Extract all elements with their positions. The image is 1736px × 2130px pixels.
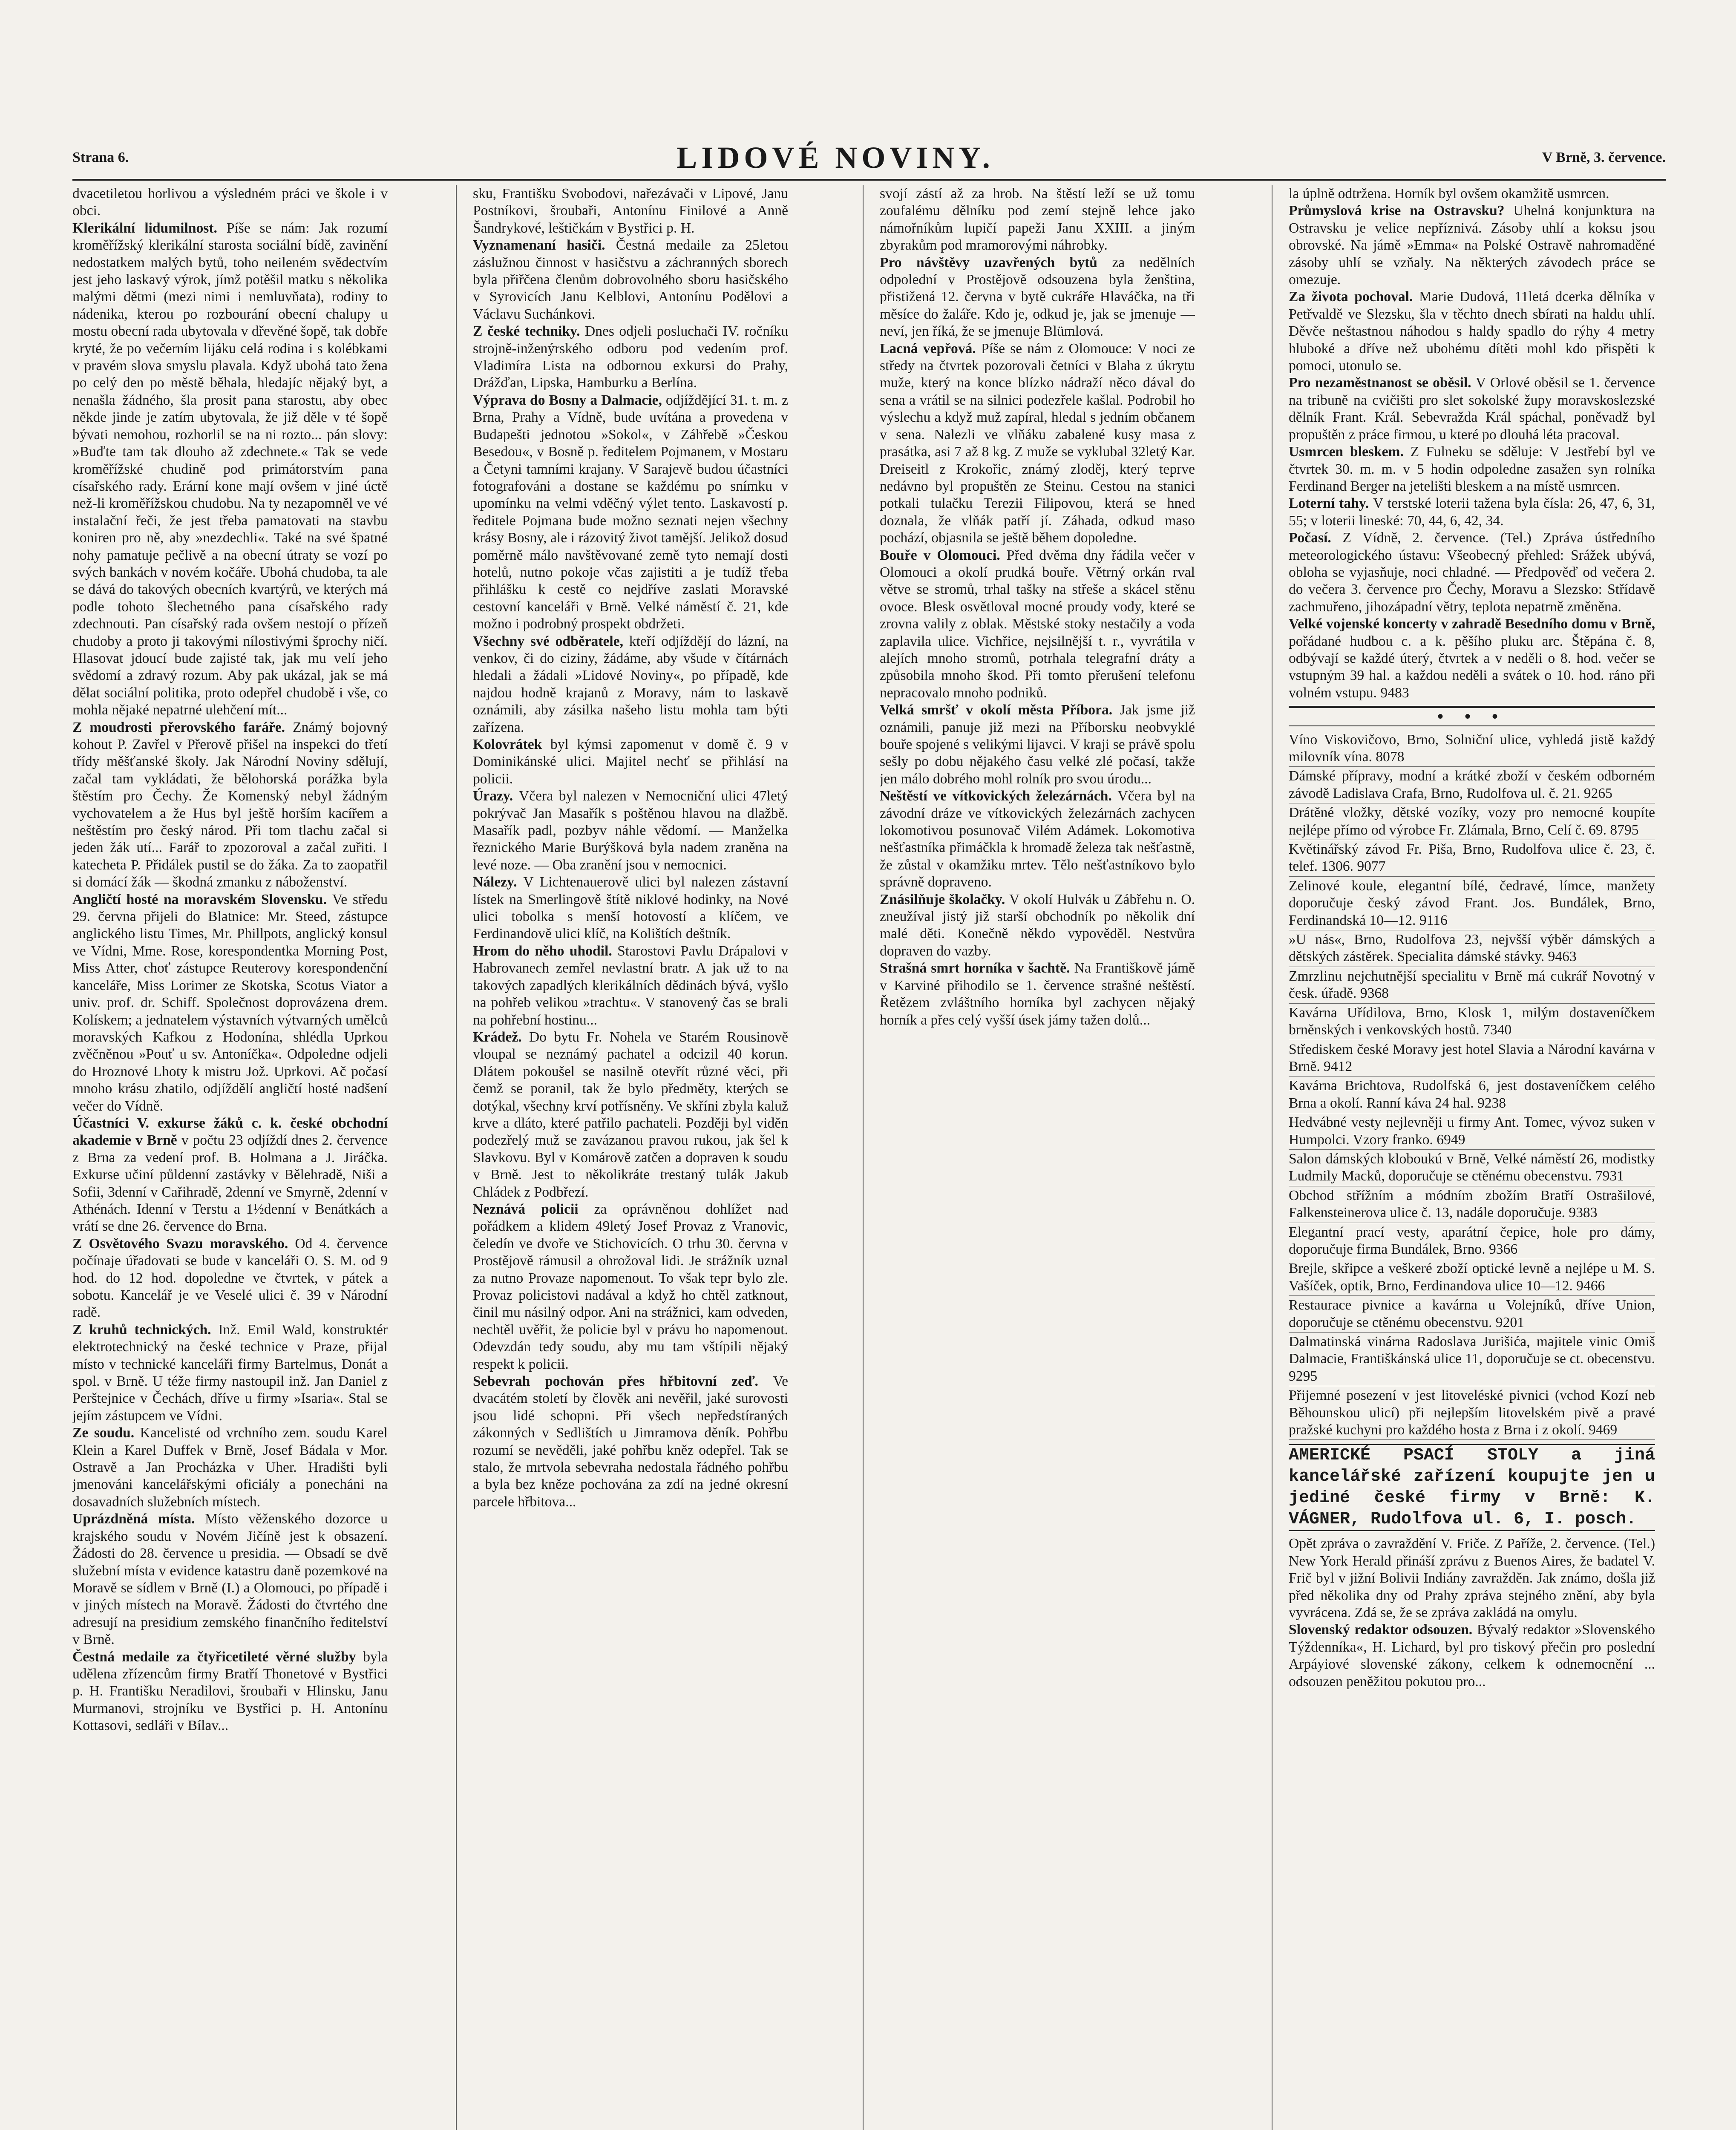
article-paragraph	[473, 1373, 788, 1511]
article-headline: Klerikální lidumilnost.	[72, 220, 227, 236]
article-paragraph	[473, 323, 788, 392]
article-headline: Krádež.	[473, 1029, 529, 1045]
article-paragraph	[473, 392, 788, 633]
article-text: dvacetiletou horlivou a výsledném práci ve škole i v obci.	[72, 186, 388, 219]
classified-ad: Přijemné posezení v jest litoveléské pivnici (vchod Kozí neb Běhounskou ulicí) při nejlepším litovelském pivě a pravé pražské kuchyni pro každého hosta z Brna i z okolí. 9469	[1289, 1386, 1655, 1440]
article-headline: Z moudrosti přerovského faráře.	[72, 719, 293, 735]
article-headline: Neznává policii	[473, 1201, 594, 1217]
article-headline: Loterní tahy.	[1289, 495, 1373, 512]
article-headline: Účastníci V. exkurse žáků c. k. české obchodní akademie v Brně	[72, 1115, 388, 1148]
article-paragraph	[72, 220, 388, 719]
article-headline: Vyznamenaní hasiči.	[473, 237, 616, 253]
article-paragraph	[473, 943, 788, 1029]
article-text: Včera byl na závodní dráze ve vítkovických železárnách zachycen lokomotivou posunovač Vilém Adámek. Lokomotiva nešťastníka přimáčkla k hromadě železa tak nešťastně, že zůstal v okamžiku mrtev. Tělo nešťastníkovo bylo správně dopraveno.	[880, 788, 1195, 890]
header-rule	[72, 179, 1666, 181]
article-paragraph	[72, 1649, 388, 1735]
article-text: Starostovi Pavlu Drápalovi v Habrovanech zemřel nevlastní bratr. A jak už to na takových zapadlých klerikálních dědinách bývá, vyšlo na pohřeb velikou »trachtu«. V stanovený čas se brali na pohřební hostinu...	[473, 943, 788, 1028]
article-headline: Nálezy.	[473, 874, 524, 890]
article-text: Čestná medaile za 25letou záslužnou činnost v hasičstvu a záchranných sborech byla přiřčena členům dobrovolného sboru hasičského v Syrovicích Janu Kelblovi, Antonínu Podělovi a Václavu Suchánkovi.	[473, 237, 788, 322]
classified-ad: Květinářský závod Fr. Piša, Brno, Rudolfova ulice č. 23, č. telef. 1306. 9077	[1289, 840, 1655, 877]
classified-ad: Zelinové koule, elegantní bílé, čedravé, límce, manžety doporučuje český závod Frant. Jos. Bundálek, Brno, Ferdinandská 10—12. 9116	[1289, 877, 1655, 930]
column-3	[880, 185, 1195, 2130]
article-paragraph	[1289, 185, 1655, 202]
article-paragraph	[880, 702, 1195, 788]
classified-ad: Brejle, skřipce a veškeré zboží optické levně a nejlépe u M. S. Vašíček, optik, Brno, Ferdinandova ulice 10—12. 9466	[1289, 1259, 1655, 1296]
article-headline: Pro nezaměstnanost se oběsil.	[1289, 375, 1476, 391]
article-paragraph	[880, 185, 1195, 254]
article-headline: Úrazy.	[473, 788, 519, 804]
article-text: Z Vídně, 2. července. (Tel.) Zpráva ústředního meteorologického ústavu: Všeobecný přehled: Srážek ubývá, obloha se vyjasňuje, noci chladné. — Předpověď od večera 2. do večera 3. července pro Čechy, Moravu a Slezsko: Střídavě zachmuřeno, jihozápadní větry, teplota nepatrně změněna.	[1289, 530, 1655, 615]
article-text: la úplně odtržena. Horník byl ovšem okamžitě usmrcen.	[1289, 186, 1609, 201]
article-headline: Z české techniky.	[473, 323, 585, 340]
article-paragraph	[1289, 1535, 1655, 1621]
article-text: byl kýmsi zapomenut v domě č. 9 v Dominikánské ulici. Majitel nechť se přihlásí na policii.	[473, 737, 788, 787]
article-paragraph	[1289, 288, 1655, 374]
article-text: Ve středu 29. června přijeli do Blatnice: Mr. Steed, zástupce anglického listu Times, Mr. Phillpots, anglický konsul ve Vídni, Mme. Rose, korespondentka Morning Post, Miss Atter, choť zástupce Reuterovy korespondenční kanceláře, Miss Lorimer ze Skotska, Scotus Viator a univ. prof. dr. Schiff. Společnost doprovázena drem. Kolískem; a jednatelem výstavních výtvarných umělců moravských Kafkou z Hodonína, shlédla Uprkou zvěčněnou »Pouť u sv. Antoníčka«. Odpoledne odjeli do Hroznové Lhoty k mistru Jož. Uprkovi. Ač počasí mnoho krásu zhatilo, odjíždělí angličtí hosté nadšení večer do Vídně.	[72, 891, 388, 1114]
article-text: V Orlové oběsil se 1. července na tribuně na cvičišti pro slet sokolské župy moravskoslezské dělník Frant. Král. Sebevražda Král spáchal, poněvadž byl propuštěn z práce firmou, u které po dlouhá léta pracoval.	[1289, 375, 1655, 443]
article-text: Inž. Emil Wald, konstruktér elektrotechnický na české technice v Praze, přijal místo v technické kanceláři firmy Bartelmus, Donát a spol. v Brně. U téže firmy nastoupil inž. Jan Daniel z Perštejnice v Čechách, dříve u firmy »Isaria«. Stal se jejím zástupcem ve Vídni.	[72, 1321, 388, 1424]
article-headline: Velká smršť v okolí města Příbora.	[880, 702, 1120, 718]
article-headline: Neštěstí ve vítkovických železárnách.	[880, 788, 1118, 804]
article-text: Ve dvacátém století by člověk ani nevěřil, jaké surovosti jsou lidé schopni. Při všech nepředstíraných zákonných v Sedlištích u Jimramova děník. Pohřbu rozumí se nevěděli, jaké pohřbu kněz odepřel. Tak se stalo, že mrtvola sebevraha nedostala řádného pohřbu a byla bez kněze pochována za zdí na jedné okresní parcele hřbitova...	[473, 1373, 788, 1510]
article-text: pořádané hudbou c. a k. pěšího pluku arc. Štěpána č. 8, odbývají se každé úterý, čtvrtek a v neděli o 8. hod. večer se vstupným 39 hal. a každou neděli a svátek o 10. hod. ráno při volném vstupu. 9483	[1289, 633, 1655, 701]
article-paragraph	[72, 1235, 388, 1321]
classified-ad: Salon dámských kloboukú v Brně, Velké náměstí 26, modistky Ludmily Macků, doporučuje se ctěnému obecenstvu. 7931	[1289, 1150, 1655, 1186]
classified-ad: Dámské přípravy, modní a krátké zboží v českém odborném závodě Ladislava Crafa, Brno, Rudolfova ul. č. 21. 9265	[1289, 767, 1655, 803]
article-text: sku, Františku Svobodovi, nařezávači v Lipové, Janu Postníkovi, šroubaři, Antonínu Finilové a Anně Šandrykové, leštičkám v Bystřici p. H.	[473, 186, 788, 236]
article-headline: Usmrcen bleskem.	[1289, 444, 1411, 460]
classified-ad: Kavárna Uřídilova, Brno, Klosk 1, milým dostaveníčkem brněnských i venkovských hostů. 7340	[1289, 1004, 1655, 1040]
article-text: V terstské loterii tažena byla čísla: 26, 47, 6, 31, 55; v loterii lineské: 70, 44, 6, 42, 34.	[1289, 495, 1655, 529]
article-text: Známý bojovný kohout P. Zavřel v Přerově přišel na inspekci do třetí třídy měšťanské školy. Jak Národní Noviny sdělují, začal tam vykládati, že bělohorská porážka byla štěstím pro Čechy. Že Komenský nebyl žádným vychovatelem a že Hus byl ještě horším kacířem a neštěstím pro český národ. Při tom tlachu začal si jeden žák utí... Farář to zpozoroval a začal zuřiti. I katecheta P. Přidálek pustil se do žáka. Za to zaopatřil si domácí žák — škodná zmanku z náboženství.	[72, 719, 388, 890]
classified-ad: »U nás«, Brno, Rudolfova 23, nejvšší výběr dámských a dětských zástěrek. Specialita dámské stávky. 9463	[1289, 930, 1655, 967]
article-paragraph	[72, 1425, 388, 1511]
article-text: kteří odjíždějí do lázní, na venkov, či do ciziny, žádáme, aby všude v čítárnách hledali a žádali »Lidové Noviny«, po případě, kde najdou hodně krajanů z Moravy, nám to laskavě oznámili, aby zásilka našeho listu mohla tam býti zařízena.	[473, 633, 788, 735]
article-text: V Lichtenauerově ulici byl nalezen zástavní lístek na Smerlingově štítě niklové hodinky, na Nové ulici tobolka s menší hotovostí a klíčem, ve Ferdinandově ulici klíč, na Kolištích deštník.	[473, 874, 788, 942]
article-headline: Za života pochoval.	[1289, 289, 1419, 305]
page-number: Strana 6.	[72, 150, 129, 165]
classified-ad: Kavárna Brichtova, Rudolfská 6, jest dostaveníčkem celého Brna a okolí. Ranní káva 24 hal. 9238	[1289, 1077, 1655, 1113]
classified-ad: Obchod střížním a módním zbožím Bratří Ostrašilové, Falkensteinerova ulice č. 13, nadále doporučuje. 9383	[1289, 1186, 1655, 1223]
article-text: Kancelisté od vrchního zem. soudu Karel Klein a Karel Duffek v Brně, Josef Bádala v Mor. Ostravě a Jan Procházka v Uher. Hradišti byli jmenováni kancelářskými oficiály a ponecháni na dosavadních služebních místech.	[72, 1425, 388, 1510]
article-paragraph	[1289, 530, 1655, 616]
article-headline: Slovenský redaktor odsouzen.	[1289, 1622, 1477, 1638]
column-4-articles	[1289, 185, 1655, 702]
article-paragraph	[72, 1321, 388, 1425]
classified-ad: Střediskem české Moravy jest hotel Slavia a Národní kavárna v Brně. 9412	[1289, 1040, 1655, 1077]
article-headline: Počasí.	[1289, 530, 1343, 546]
article-text: Místo věženského dozorce u krajského soudu v Novém Jičíně jest k obsazení. Žádosti do 28. července u presidia. — Obsadí se dvě služební místa v evidence katastru daně pozemkové na Moravě se sídlem v Brně (I.) a Olomouci, po případě i v jiných místech na Moravě. Žádosti do čtvrtého dne adresují na presidium zemského finančního ředitelství v Brně.	[72, 1511, 388, 1648]
article-paragraph	[473, 1201, 788, 1373]
article-paragraph	[72, 1115, 388, 1235]
article-text: Píše se nám z Olomouce: V noci ze středy na čtvrtek pozorovali četníci v Blaha z úkrytu muže, který na konce blízko nádraží něco dával do sena a vrátil se na silnici podezřele kašlal. Podrobil ho výslechu a když muž zapíral, hledal s jedním občanem v sena. Nalezli ve vlňáku zabalené kusy masa z prasátka, asi 7 až 8 kg. Z muže se vyklubal 32letý Kar. Dreiseitl z Krokořic, známý zloděj, který teprve nedávno byl propuštěn ze Steinu. Cestou na stanici potkali tulačku Terezii Filipovou, která se hned doznala, že vlňák patří jí. Záhada, odkud maso pochází, objasnila se ještě během dopoledne.	[880, 340, 1195, 546]
article-headline: Velké vojenské koncerty v zahradě Besedního domu v Brně,	[1289, 616, 1655, 632]
article-headline: Všechny své odběratele,	[473, 633, 629, 649]
article-text: za oprávněnou dohlížet nad pořádkem a klidem 49letý Josef Provaz z Vranovic, čeledín ve dvoře ve Stichovicích. O trhu 30. června v Prostějově rámusil a ohrožoval lidi. Je strážník uznal za nutno Provaze napomenout. To však tepr bylo zle. Provaz policistovi nadával a když ho chtěl zatknout, činil mu násilný odpor. Ani na strážnici, kam odveden, nechtěl uvěřit, že policie byl v právu ho napomenout. Odevzdán tedy soudu, aby mu tam vštípili nějaký respekt k policii.	[473, 1201, 788, 1372]
article-paragraph	[880, 340, 1195, 547]
article-text: Jak jsme již oznámili, panuje již mezi na Příborsku neobvyklé bouře spojené s velikými lijavci. V kraji se právě spolu sešly po dobu nějakého času velké zlé počasí, takže jen málo dobrého mohl rolník pro svou úrodu...	[880, 702, 1195, 787]
article-paragraph	[72, 719, 388, 891]
article-paragraph	[1289, 374, 1655, 443]
article-paragraph	[1289, 443, 1655, 495]
article-text: odjíždějící 31. t. m. z Brna, Prahy a Vídně, bude uvítána a provedena v Budapešti jednotou »Sokol«, v Záhřebě »Českou Besedou«, v Bosně p. ředitelem Pojmanem, v Mostaru a Četyni tamními krajany. V Sarajevě budou účastníci fotografováni a dostane se každému po snímku v upomínku na velmi vděčný výlet tento. Laskavostí p. ředitele Pojmana bude možno seznati nejen všechny krásy Bosny, ale i rázovitý život tamější. Jelikož dosud poměrně málo navštěvované země tyto nemají dosti hotelů, nutno pokoje včas zajistiti a je tudíž třeba přihlášku k cestě co nejdříve zaslati Moravské cestovní kanceláři v Brně. Velké náměstí č. 21, kde možno i podrobný prospekt obdržeti.	[473, 392, 788, 632]
classified-ads	[1289, 731, 1655, 1440]
article-paragraph	[1289, 202, 1655, 288]
article-paragraph	[1289, 616, 1655, 702]
classified-ad: Dalmatinská vinárna Radoslava Jurišića, majitele vinic Omiš Dalmacie, Františkánská ulice 11, doporučuje se ct. obecenstvu. 9295	[1289, 1333, 1655, 1386]
article-headline: Znásilňuje školačky.	[880, 891, 1009, 907]
article-text: Na Františkově jámě v Karviné přihodilo se 1. července strašné neštěstí. Řetězem zvláštního horníka byl zachycen nějaký horník a přes celý vyšší úsek jámy tažen dolů...	[880, 960, 1195, 1028]
column-divider	[456, 185, 457, 2130]
classified-ad: Zmrzlinu nejchutnější specialitu v Brně má cukrář Novotný v česk. úřadě. 9368	[1289, 967, 1655, 1004]
article-headline: Z Osvětového Svazu moravského.	[72, 1235, 295, 1252]
article-paragraph	[473, 237, 788, 323]
article-paragraph	[880, 891, 1195, 960]
column-divider	[863, 185, 864, 2130]
column-2	[473, 185, 788, 2130]
article-headline: Uprázdněná místa.	[72, 1511, 205, 1527]
article-text: v počtu 23 odjíždí dnes 2. července z Brna za vedení prof. B. Holmana a J. Jiráčka. Exkurse učiní půldenní zastávky v Bělehradě, Niši a Sofii, 3denní v Cařihradě, 2denní ve Smyrně, 2denní v Athénách. Idenní v Terstu a 1½denní v Benátkách a vrátí se dne 26. července do Brna.	[72, 1132, 388, 1235]
article-headline: Pro návštěvy uzavřených bytů	[880, 254, 1112, 271]
article-paragraph	[72, 185, 388, 220]
article-text: Před dvěma dny řádila večer v Olomouci a okolí prudká bouře. Větrný orkán rval větve se stromů, trhal tašky na střeše a skácel stěnu ovoce. Blesk osvětloval mocné proudy vody, které se zrovna valily z oblak. Městské stoky nestačily a voda zaplavila ulice. Vichřice, nejsilnější t. r., vyvrátila v alejích mnoho stromů, potrhala telegrafní dráty a způsobila mnoho škod. Při tomto přerušení telefonu nepracovalo mnoho podniků.	[880, 547, 1195, 701]
article-headline: Čestná medaile za čtyřicetileté věrné služby	[72, 1649, 363, 1665]
article-paragraph	[473, 633, 788, 736]
article-text: svojí zástí až za hrob. Na štěstí leží se už tomu zoufalému dělníku pod zemí stejně lehce jako námořníkům lupičí papeži Janu XXIII. a jiným zbyrakům pod mramorovými náhrobky.	[880, 186, 1195, 253]
article-headline: Lacná vepřová.	[880, 340, 982, 357]
classified-ad: Restaurace pivnice a kavárna u Volejníků, dříve Union, doporučuje se ctěnému obecenstvu. 9201	[1289, 1296, 1655, 1333]
article-text: Z Fulneku se sděluje: V Jestřebí byl ve čtvrtek 30. m. m. v 5 hodin odpoledne zasažen syn rolníka Ferdinand Berger na jetelišti bleskem a na místě usmrcen.	[1289, 444, 1655, 494]
article-text: za nedělních odpolední v Prostějově odsouzena byla ženština, přistižená 12. června v bytě cukráře Hlaváčka, na tři měsíce do žaláře. Kdo je, odkud je, jak se jmenuje — neví, jen říká, že se jmenuje Blümlová.	[880, 254, 1195, 340]
masthead: LIDOVÉ NOVINY.	[677, 140, 994, 175]
classified-ad: Hedvábné vesty nejlevněji u firmy Ant. Tomec, vývoz suken v Humpolci. Vzory franko. 6949	[1289, 1113, 1655, 1150]
article-text: Bývalý redaktor »Slovenského Týždenníka«, H. Lichard, byl pro tiskový přečin pro poslední Arpáyiové slovenské zákony, celkem k odnemocnění ... odsouzen peněžitou pokutou pro...	[1289, 1622, 1655, 1690]
classified-ad: Drátěné vložky, dětské vozíky, vozy pro nemocné koupíte nejlépe přímo od výrobce Fr. Zlámala, Brno, Celí č. 69. 8795	[1289, 803, 1655, 840]
article-text: Opět zpráva o zavraždění V. Friče. Z Paříže, 2. července. (Tel.) New York Herald přináší zprávu z Buenos Aires, že badatel V. Frič byl v jižní Bolivii Indiány zavražděn. Jak známo, došla již před několika dny od Prahy zpráva stejného znění, aby byla vyvrácena. Zdá se, že se zpráva zakládá na omylu.	[1289, 1536, 1655, 1621]
article-headline: Sebevrah pochován přes hřbitovní zeď.	[473, 1373, 773, 1390]
article-paragraph	[72, 891, 388, 1115]
article-paragraph	[473, 788, 788, 874]
article-headline: Z kruhů technických.	[72, 1321, 219, 1338]
column-4	[1289, 185, 1655, 2130]
article-paragraph	[72, 1511, 388, 1648]
article-text: Píše se nám: Jak rozumí kroměřížský klerikální starosta sociální bídě, zavinění nedostatkem malých bytů, toho neileném svědectvím jest jeho laskavý výrok, jímž potěšil matku s několika malými dětmi (mezi nimi i nemluvňata), rodiny to nádenika, kterou po rozbourání obecní chalupy u mostu obecní rada ubytovala v dřevěné šopě, tak dobře kryté, že po večerním lijáku celá rodina i s kolébkami v pravém slova smyslu plavala. Když ubohá tato žena po celý den po městě běhala, hledajíc nějaký byt, a nenašla žádného, šla prosit pana starostu, aby obec někde jinde je zatím ubytovala, že již děle v té šopě bývati nemohou, rozhorlil se na ni rozto... pán slovy: »Buďte tam tak dlouho až zdechnete.« Tak se vede kroměřížské chudině pod primátorstvím pana císařského rady. Erární kone mají ovšem v jiné úctě než-li kroměřížskou chudobu. Na ty nezapomněl ve vé instalační řeči, že jest třeba pamatovati na stavbu koniren pro ně, aby »nezdechli«. Také na své špatné nohy pamatuje pečlivě a na obecní útraty se vozí po svých bankách v novém kočáře. Ubohá chudoba, ta ale se dává do takových obecních kvartýrů, ve kterých má podle tohoto šlechetného pana císařského rady zdechnouti. Pan císařský rada ovšem nestojí o přízeň chudoby a proto ji takovými nílostivými šprochy ničí. Hlasovat jdoucí bude zajisté tak, jak mu velí jeho svědomí a zdravý rozum. Aby pak ukázal, jak se má dělat sociální politika, proto odepřel chudobě i vše, co mohla nějaké nepatrné ulehčení mít...	[72, 220, 388, 718]
article-headline: Průmyslová krise na Ostravsku?	[1289, 203, 1514, 219]
big-advertisement: AMERICKÉ PSACÍ STOLY a jiná kancelářské zařízení koupujte jen u jediné české firmy v Brně: K. VÁGNER, Rudolfova ul. 6, I. posch.	[1289, 1444, 1655, 1531]
article-text: Včera byl nalezen v Nemocniční ulici 47letý pokrývač Jan Masařík s poštěnou hlavou na dlažbě. Masařík padl, pozbyv náhle vědomí. — Manželka řeznického Marie Burýšková byla nadem zraněna na levé noze. — Oba zranění jsou v nemocnici.	[473, 788, 788, 873]
article-paragraph	[1289, 1621, 1655, 1690]
article-text: Do bytu Fr. Nohela ve Starém Rousinově vloupal se neznámý pachatel a odcizil 40 korun. Dlátem pokoušel se nasilně otevřít různé věci, při čemž se poranil, tak že bylo předměty, kterých se dotýkal, všechny krví potřísněny. Ve skříni zbyla kaluž krve a dláto, které patřilo pachateli. Později byl viděn podezřelý muž se zavázanou pravou rukou, jak šel k Slavkovu. Byl v Komárově zatčen a dopraven k soudu v Brně. Jest to několikráte trestaný tulák Jakub Chládek z Podbřezí.	[473, 1029, 788, 1200]
article-paragraph	[880, 960, 1195, 1029]
article-text: byla udělena zřízencům firmy Bratří Thonetové v Bystřici p. H. Františku Neradilovi, šroubaři v Hlinsku, Janu Murmanovi, strojníku ve Bystřici p. H. Antonínu Kottasovi, sedláři v Bílav...	[72, 1649, 388, 1734]
article-paragraph	[473, 736, 788, 788]
classified-ad: Elegantní prací vesty, aparátní čepice, hole pro dámy, doporučuje firma Bundálek, Brno. 9366	[1289, 1223, 1655, 1260]
article-headline: Ze soudu.	[72, 1425, 140, 1441]
article-headline: Strašná smrt horníka v šachtě.	[880, 960, 1074, 976]
ads-separator: • • •	[1289, 706, 1655, 726]
page-header	[72, 141, 1666, 175]
article-text: Od 4. července počínaje úřadovati se bude v kanceláři O. S. M. od 9 hod. do 12 hod. dopoledne ve čtvrtek, v pátek a sobotu. Kancelář je ve Veselé ulici č. 39 v Národní radě.	[72, 1235, 388, 1321]
article-headline: Hrom do něho uhodil.	[473, 943, 618, 959]
article-headline: Bouře v Olomouci.	[880, 547, 1007, 563]
article-text: Marie Dudová, 11letá dcerka dělníka v Petřvaldě ve Slezsku, šla v těchto dnech sbírati na haldu uhlí. Děvče neštastnou náhodou s haldy spadlo do rýhy 4 metry hluboké a dříve než ubohému dítěti mohl kdo přispěti k pomoci, utonulo se.	[1289, 289, 1655, 374]
article-text: Uhelná konjunktura na Ostravsku je velice nepříznivá. Zásoby uhlí a koksu jsou obrovské. Na jámě »Emma« na Polské Ostravě nahromaděné zásoby uhlí se vzňaly. Na některých závodech práce se omezuje.	[1289, 203, 1655, 288]
article-text: V okolí Hulvák u Zábřehu n. O. zneužíval jistý již starší obchodník po několik dní malé děti. Konečně někdo vypověděl. Nestvůra dopraven do vazby.	[880, 891, 1195, 959]
column-4-tail-articles	[1289, 1535, 1655, 1690]
article-paragraph	[880, 547, 1195, 702]
article-paragraph	[473, 874, 788, 943]
article-paragraph	[1289, 495, 1655, 530]
article-paragraph	[880, 788, 1195, 891]
column-1	[72, 185, 388, 2130]
article-paragraph	[880, 254, 1195, 340]
article-headline: Výprava do Bosny a Dalmacie,	[473, 392, 666, 408]
classified-ad: Víno Viskovičovo, Brno, Solniční ulice, vyhledá jistě každý milovník vína. 8078	[1289, 731, 1655, 767]
article-paragraph	[473, 1029, 788, 1201]
dateline: V Brně, 3. července.	[1542, 150, 1666, 165]
article-headline: Kolovrátek	[473, 737, 550, 752]
article-headline: Angličtí hosté na moravském Slovensku.	[72, 891, 332, 907]
article-paragraph	[473, 185, 788, 237]
article-text: Dnes odjeli posluchači IV. ročníku strojně-inženýrského odboru pod vedením prof. Vladimíra Lista na odbornou exkursi do Prahy, Drážďan, Lipska, Hamburku a Berlína.	[473, 323, 788, 391]
